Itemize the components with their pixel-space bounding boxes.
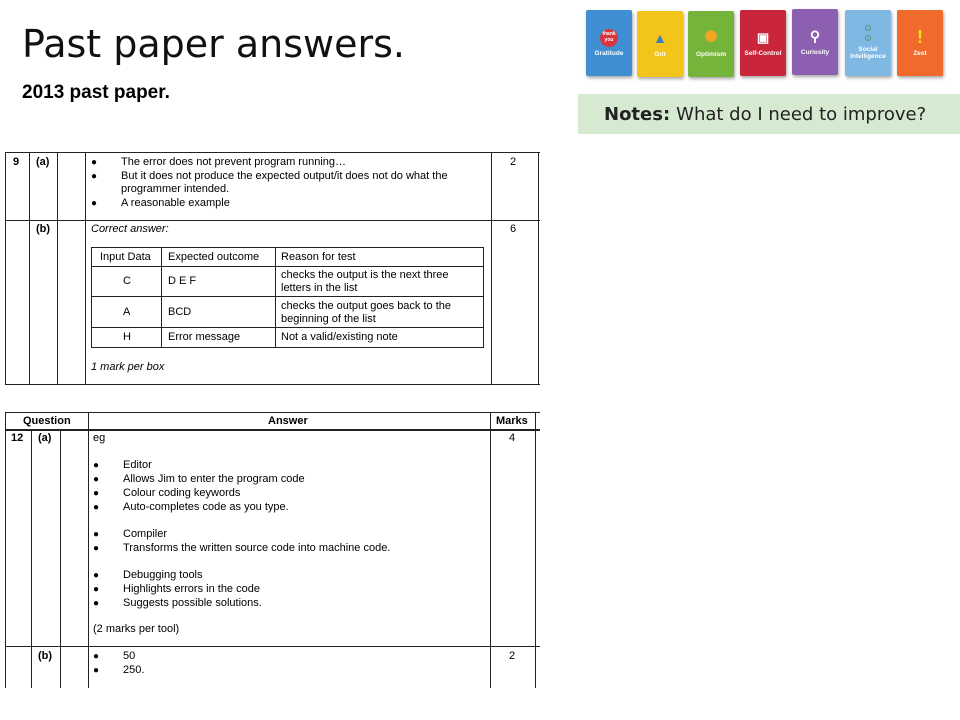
magnifier-icon: ⚲ (809, 28, 821, 45)
table-header: Expected outcome (168, 251, 260, 263)
character-cards (584, 8, 960, 80)
answer-line: Debugging tools (123, 569, 203, 581)
divider (5, 412, 6, 688)
marking-note: (2 marks per tool) (93, 623, 180, 635)
divider (5, 384, 540, 385)
question-number: 9 (13, 156, 20, 168)
notes-prompt: What do I need to improve? (676, 103, 927, 125)
divider (88, 412, 89, 688)
card-label: Curiosity (800, 48, 830, 56)
divider (538, 152, 539, 384)
notes-label: Notes: (604, 103, 671, 125)
table-cell: letters in the list (281, 282, 358, 294)
answer-line: Compiler (123, 528, 168, 540)
marking-note: 1 mark per box (91, 361, 165, 373)
sun-icon: ✺ (704, 29, 718, 47)
answer-intro: eg (93, 432, 106, 444)
gratitude-card (586, 10, 632, 76)
marks-value: 2 (509, 650, 516, 662)
divider (5, 412, 540, 413)
answer-line: Transforms the written source code into machine code. (123, 542, 391, 554)
divider (85, 152, 86, 384)
divider (5, 646, 540, 647)
bullet: ● (93, 584, 100, 595)
answer-line: programmer intended. (121, 183, 230, 195)
answer-line: 50 (123, 650, 136, 662)
column-header-question: Question (23, 415, 71, 427)
answer-line: Auto-completes code as you type. (123, 501, 289, 513)
answer-intro: Correct answer: (91, 223, 169, 235)
answer-line: Editor (123, 459, 152, 471)
divider (5, 429, 540, 431)
table-cell: A (123, 306, 131, 318)
social-intelligence-card (845, 10, 891, 76)
thank-you-icon: thank you (600, 29, 618, 47)
bullet: ● (93, 474, 100, 485)
table-cell: D E F (168, 275, 197, 287)
marks-value: 6 (510, 223, 517, 235)
optimism-card (688, 11, 734, 77)
card-label: Grit (654, 50, 666, 58)
answer-line: 250. (123, 664, 145, 676)
table-cell: Error message (168, 331, 241, 343)
page-title: Past paper answers. (22, 22, 406, 66)
zest-card (897, 10, 943, 76)
divider (57, 152, 58, 384)
answer-line: Colour coding keywords (123, 487, 241, 499)
table-cell: beginning of the list (281, 313, 376, 325)
bullet: ● (91, 198, 98, 209)
card-label: Zest (913, 49, 927, 57)
table-cell: H (123, 331, 131, 343)
bullet: ● (93, 543, 100, 554)
answer-line: Suggests possible solutions. (123, 597, 262, 609)
answer-line: The error does not prevent program running… (121, 156, 347, 168)
curiosity-card (792, 9, 838, 75)
table-cell: Not a valid/existing note (281, 331, 398, 343)
bullet: ● (93, 570, 100, 581)
marks-value: 4 (509, 432, 516, 444)
mark-scheme-q12 (5, 412, 540, 688)
table-header: Input Data (100, 251, 151, 263)
table-cell: C (123, 275, 131, 287)
part-label: (b) (38, 650, 53, 662)
card-label: Self-Control (744, 49, 782, 57)
table-header: Reason for test (281, 251, 356, 263)
divider (60, 429, 61, 688)
card-label: Gratitude (594, 49, 624, 57)
exclamation-icon: ! (917, 27, 923, 48)
table-cell: checks the output is the next three (281, 269, 449, 281)
divider (535, 412, 536, 688)
answer-line: But it does not produce the expected output/it does not do what the (121, 170, 448, 182)
bullet: ● (91, 171, 98, 182)
grit-card (637, 11, 683, 77)
card-label: Social Intelligence (850, 46, 886, 60)
divider (275, 247, 276, 348)
bullet: ● (91, 157, 98, 168)
page-subtitle: 2013 past paper. (22, 82, 170, 103)
column-header-answer: Answer (268, 415, 308, 427)
bullet: ● (93, 488, 100, 499)
self-control-card (740, 10, 786, 76)
marks-value: 2 (510, 156, 517, 168)
mountain-icon: ▲ (653, 30, 667, 47)
divider (91, 266, 484, 267)
answer-line: Highlights errors in the code (123, 583, 260, 595)
divider (91, 327, 484, 328)
bullet: ● (93, 665, 100, 676)
table-cell: checks the output goes back to the (281, 300, 452, 312)
bullet: ● (93, 460, 100, 471)
part-label: (a) (36, 156, 50, 168)
divider (91, 296, 484, 297)
divider (161, 247, 162, 348)
column-header-marks: Marks (496, 415, 528, 427)
divider (491, 152, 492, 384)
bullet: ● (93, 598, 100, 609)
divider (5, 152, 6, 384)
divider (29, 152, 30, 384)
bullet: ● (93, 502, 100, 513)
card-label: Optimism (696, 50, 726, 58)
people-icon: ☺☺ (862, 22, 874, 45)
remote-icon: ▣ (756, 29, 770, 45)
table-cell: BCD (168, 306, 192, 318)
bullet: ● (93, 651, 100, 662)
part-label: (a) (38, 432, 52, 444)
bullet: ● (93, 529, 100, 540)
mark-scheme-q9 (5, 150, 540, 386)
notes-banner (578, 94, 960, 134)
divider (31, 429, 32, 688)
answer-line: A reasonable example (121, 197, 230, 209)
divider (490, 412, 491, 688)
question-number: 12 (11, 432, 24, 444)
part-label: (b) (36, 223, 51, 235)
answer-line: Allows Jim to enter the program code (123, 473, 305, 485)
